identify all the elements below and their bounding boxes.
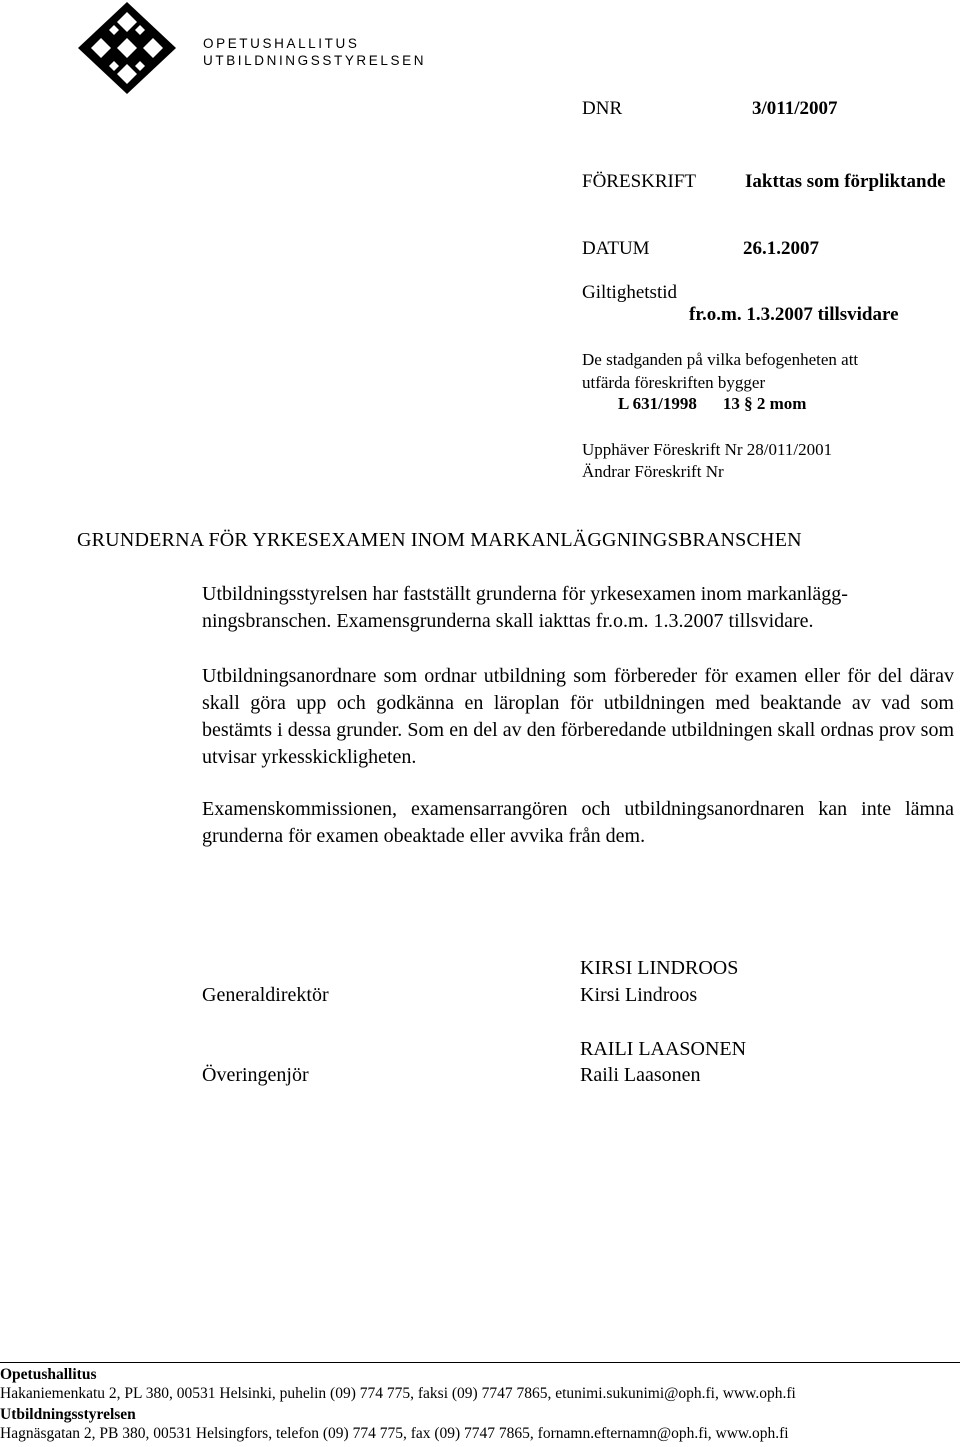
signatory-2-name: Raili Laasonen [580,1064,701,1086]
law-section: 13 [722,394,740,413]
validity-value: fr.o.m. 1.3.2007 tillsvidare [689,304,899,325]
footer-org-sv: Utbildningsstyrelsen [0,1406,136,1423]
authority-line-2: utfärda föreskriften bygger [582,373,766,392]
signatory-1-caps: KIRSI LINDROOS [580,957,739,979]
signatory-2-title: Överingenjör [202,1064,309,1086]
authority-line-1: De stadganden på vilka befogenheten att [582,350,859,369]
dnr-label: DNR [582,98,623,119]
signatory-2-caps: RAILI LAASONEN [580,1038,747,1060]
amends-text: Ändrar Föreskrift Nr [582,462,724,481]
type-label: FÖRESKRIFT [582,171,697,192]
paragraph-2: Utbildningsanordnare som ordnar utbildning som förbereder för examen eller för del därav skall göra upp och godkänna en läroplan för utbildningen med beaktande av vad som bestämts i dessa grunder. Som en del av den förberedande utbildningen skall ordnas prov som utvisar yrkesskickligheten. [202,665,954,768]
footer-address-sv: Hagnäsgatan 2, PB 380, 00531 Helsingfors, telefon (09) 774 775, fax (09) 7747 7865, fornamn.efternamn@oph.fi, www.oph.fi [0,1425,789,1442]
validity-label: Giltighetstid [582,282,677,303]
footer-org-fi: Opetushallitus [0,1366,97,1383]
footer-divider [0,1362,960,1363]
law-mom: 2 mom [756,394,807,413]
date-value: 26.1.2007 [743,238,819,259]
type-value: Iakttas som förpliktande [745,171,946,192]
paragraph-3: Examenskommissionen, examensarrangören och utbildningsanordnaren kan inte lämna grunderna för examen obeaktade eller avvika från dem. [202,798,954,847]
org-name-sv: UTBILDNINGSSTYRELSEN [203,53,427,68]
paragraph-1-line-2: ningsbranschen. Examensgrunderna skall iakttas fr.o.m. 1.3.2007 tillsvidare. [202,610,814,632]
logo-diamond-icon [78,2,176,94]
logo [78,2,176,94]
law-reference [618,394,806,414]
repeals-text: Upphäver Föreskrift Nr 28/011/2001 [582,440,833,459]
signatory-1-title: Generaldirektör [202,984,329,1006]
law-ref: L 631/1998 [618,394,697,413]
section-sign: § [744,394,753,413]
org-name-fi: OPETUSHALLITUS [203,36,360,51]
date-label: DATUM [582,238,650,259]
paragraph-1-line-1: Utbildningsstyrelsen har fastställt grunderna för yrkesexamen inom markanlägg- [202,583,848,605]
signatory-1-name: Kirsi Lindroos [580,984,698,1006]
dnr-value: 3/011/2007 [752,98,838,119]
document-title: GRUNDERNA FÖR YRKESEXAMEN INOM MARKANLÄGGNINGSBRANSCHEN [77,529,802,551]
footer-address-fi: Hakaniemenkatu 2, PL 380, 00531 Helsinki, puhelin (09) 774 775, faksi (09) 7747 7865, etunimi.sukunimi@oph.fi, www.oph.fi [0,1385,796,1402]
